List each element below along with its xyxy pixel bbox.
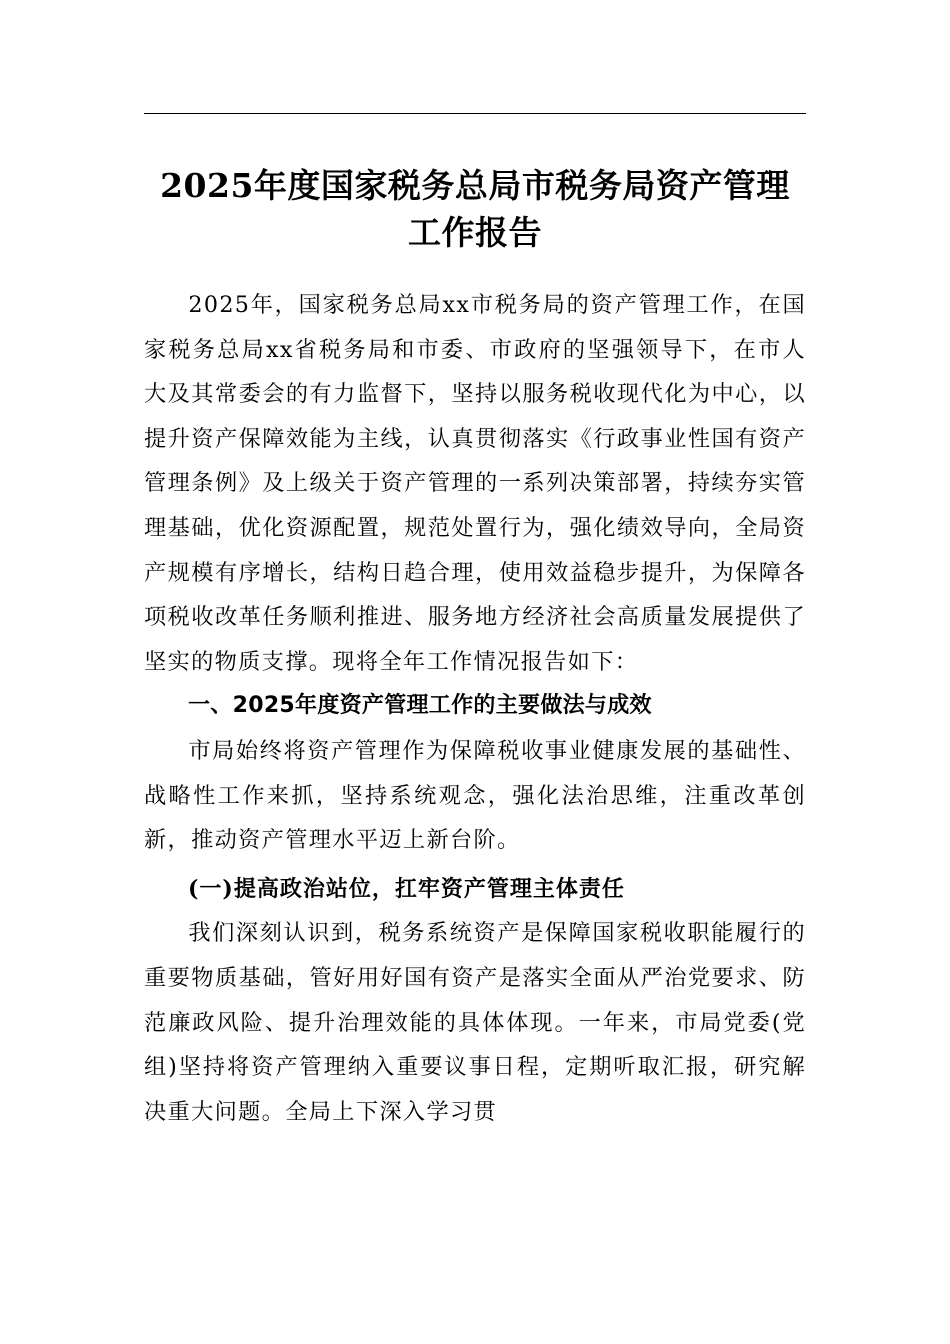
title-line-1: 2025年度国家税务总局市税务局资产管理 bbox=[160, 166, 790, 205]
section-1-heading: 一、2025年度资产管理工作的主要做法与成效 bbox=[188, 693, 652, 719]
section-1-paragraph: 市局始终将资产管理作为保障税收事业健康发展的基础性、战略性工作来抓，坚持系统观念，强化法治思维，注重改革创新，推动资产管理水平迈上新台阶。 bbox=[144, 737, 806, 854]
subsection-1-paragraph: 我们深刻认识到，税务系统资产是保障国家税收职能履行的重要物质基础，管好用好国有资产是落实全面从严治党要求、防范廉政风险、提升治理效能的具体体现。一年来，市局党委(党组)坚持将资产管理纳入重要议事日程，定期听取汇报，研究解决重大问题。全局上下深入学习贯 bbox=[144, 920, 806, 1125]
document-body bbox=[144, 283, 806, 1134]
subsection-1-heading: (一)提高政治站位，扛牢资产管理主体责任 bbox=[188, 875, 625, 902]
document-title bbox=[144, 162, 806, 256]
title-line-2: 工作报告 bbox=[408, 213, 542, 252]
intro-paragraph: 2025年，国家税务总局xx市税务局的资产管理工作，在国家税务总局xx省税务局和市委、市政府的坚强领导下，在市人大及其常委会的有力监督下，坚持以服务税收现代化为中心，以提升资产保障效能为主线，认真贯彻落实《行政事业性国有资产管理条例》及上级关于资产管理的一系列决策部署，持续夯实管理基础，优化资源配置，规范处置行为，强化绩效导向，全局资产规模有序增长，结构日趋合理，使用效益稳步提升，为保障各项税收改革任务顺利推进、服务地方经济社会高质量发展提供了坚实的物质支撑。现将全年工作情况报告如下： bbox=[144, 292, 806, 675]
header-rule bbox=[144, 113, 806, 114]
